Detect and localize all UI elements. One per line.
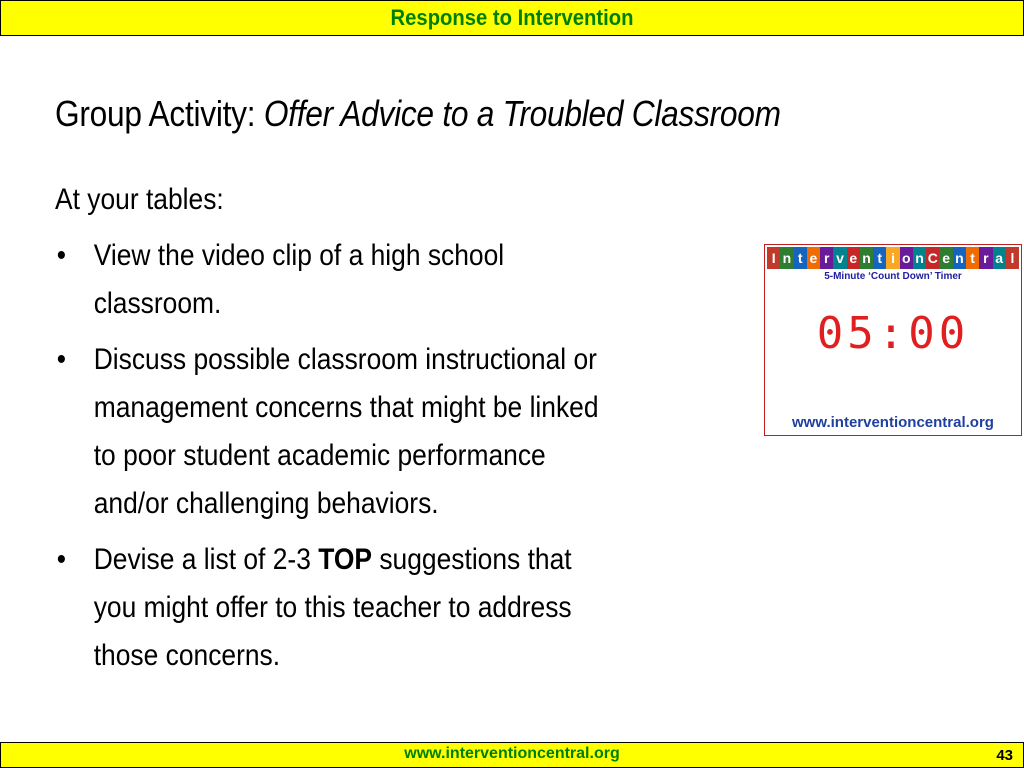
bullet-icon: • — [56, 239, 67, 272]
slide-title-italic: Offer Advice to a Troubled Classroom — [263, 93, 781, 134]
timer-caption: 5-Minute ‘Count Down’ Timer — [824, 271, 962, 282]
logo-letter: o — [900, 247, 913, 269]
timer-display: 05:00 — [816, 308, 970, 359]
bullet-list — [55, 232, 618, 680]
slide-title-prefix: Group Activity: — [55, 93, 264, 134]
footer-url[interactable]: www.interventioncentral.org — [404, 745, 620, 762]
logo-letter: I — [767, 247, 780, 269]
logo-letter: r — [979, 247, 992, 269]
bullet-text-before: Devise a list of 2-3 — [93, 543, 319, 576]
logo-letter: n — [913, 247, 926, 269]
logo-letter: t — [873, 247, 886, 269]
logo-letter: r — [820, 247, 833, 269]
bullet-item-1 — [55, 232, 618, 328]
bullet-text-after: suggestions that you might offer to this teacher to address those concerns. — [93, 543, 572, 672]
logo-letter: e — [807, 247, 820, 269]
banner-title: Response to Intervention — [390, 5, 634, 30]
logo-letter: e — [847, 247, 860, 269]
bullet-text: View the video clip of a high school classroom. — [93, 239, 505, 320]
logo-letter: n — [860, 247, 873, 269]
logo-letter: t — [794, 247, 807, 269]
intro-text: At your tables: — [55, 183, 224, 216]
logo-letter: l — [1006, 247, 1019, 269]
interventioncentral-logo — [767, 247, 1019, 269]
logo-letter: i — [886, 247, 899, 269]
logo-letter: n — [780, 247, 793, 269]
bullet-text: Discuss possible classroom instructional or management concerns that might be linked to poor student academic performance and/or challenging behaviors. — [93, 343, 599, 520]
logo-letter: a — [993, 247, 1006, 269]
logo-letter: t — [966, 247, 979, 269]
top-banner — [0, 0, 1024, 36]
bullet-item-3 — [55, 536, 618, 680]
timer-url: www.interventioncentral.org — [792, 414, 994, 431]
bottom-banner — [0, 742, 1024, 768]
bullet-icon: • — [56, 543, 67, 576]
countdown-timer-image — [764, 244, 1022, 436]
logo-letter: e — [939, 247, 952, 269]
page-number: 43 — [996, 747, 1013, 764]
slide-title — [55, 93, 781, 135]
bullet-item-2 — [55, 336, 618, 528]
bullet-icon: • — [56, 343, 67, 376]
logo-letter: v — [833, 247, 846, 269]
logo-letter: C — [926, 247, 939, 269]
slide-body — [55, 176, 618, 680]
bullet-emphasis: TOP — [318, 543, 373, 576]
logo-letter: n — [953, 247, 966, 269]
